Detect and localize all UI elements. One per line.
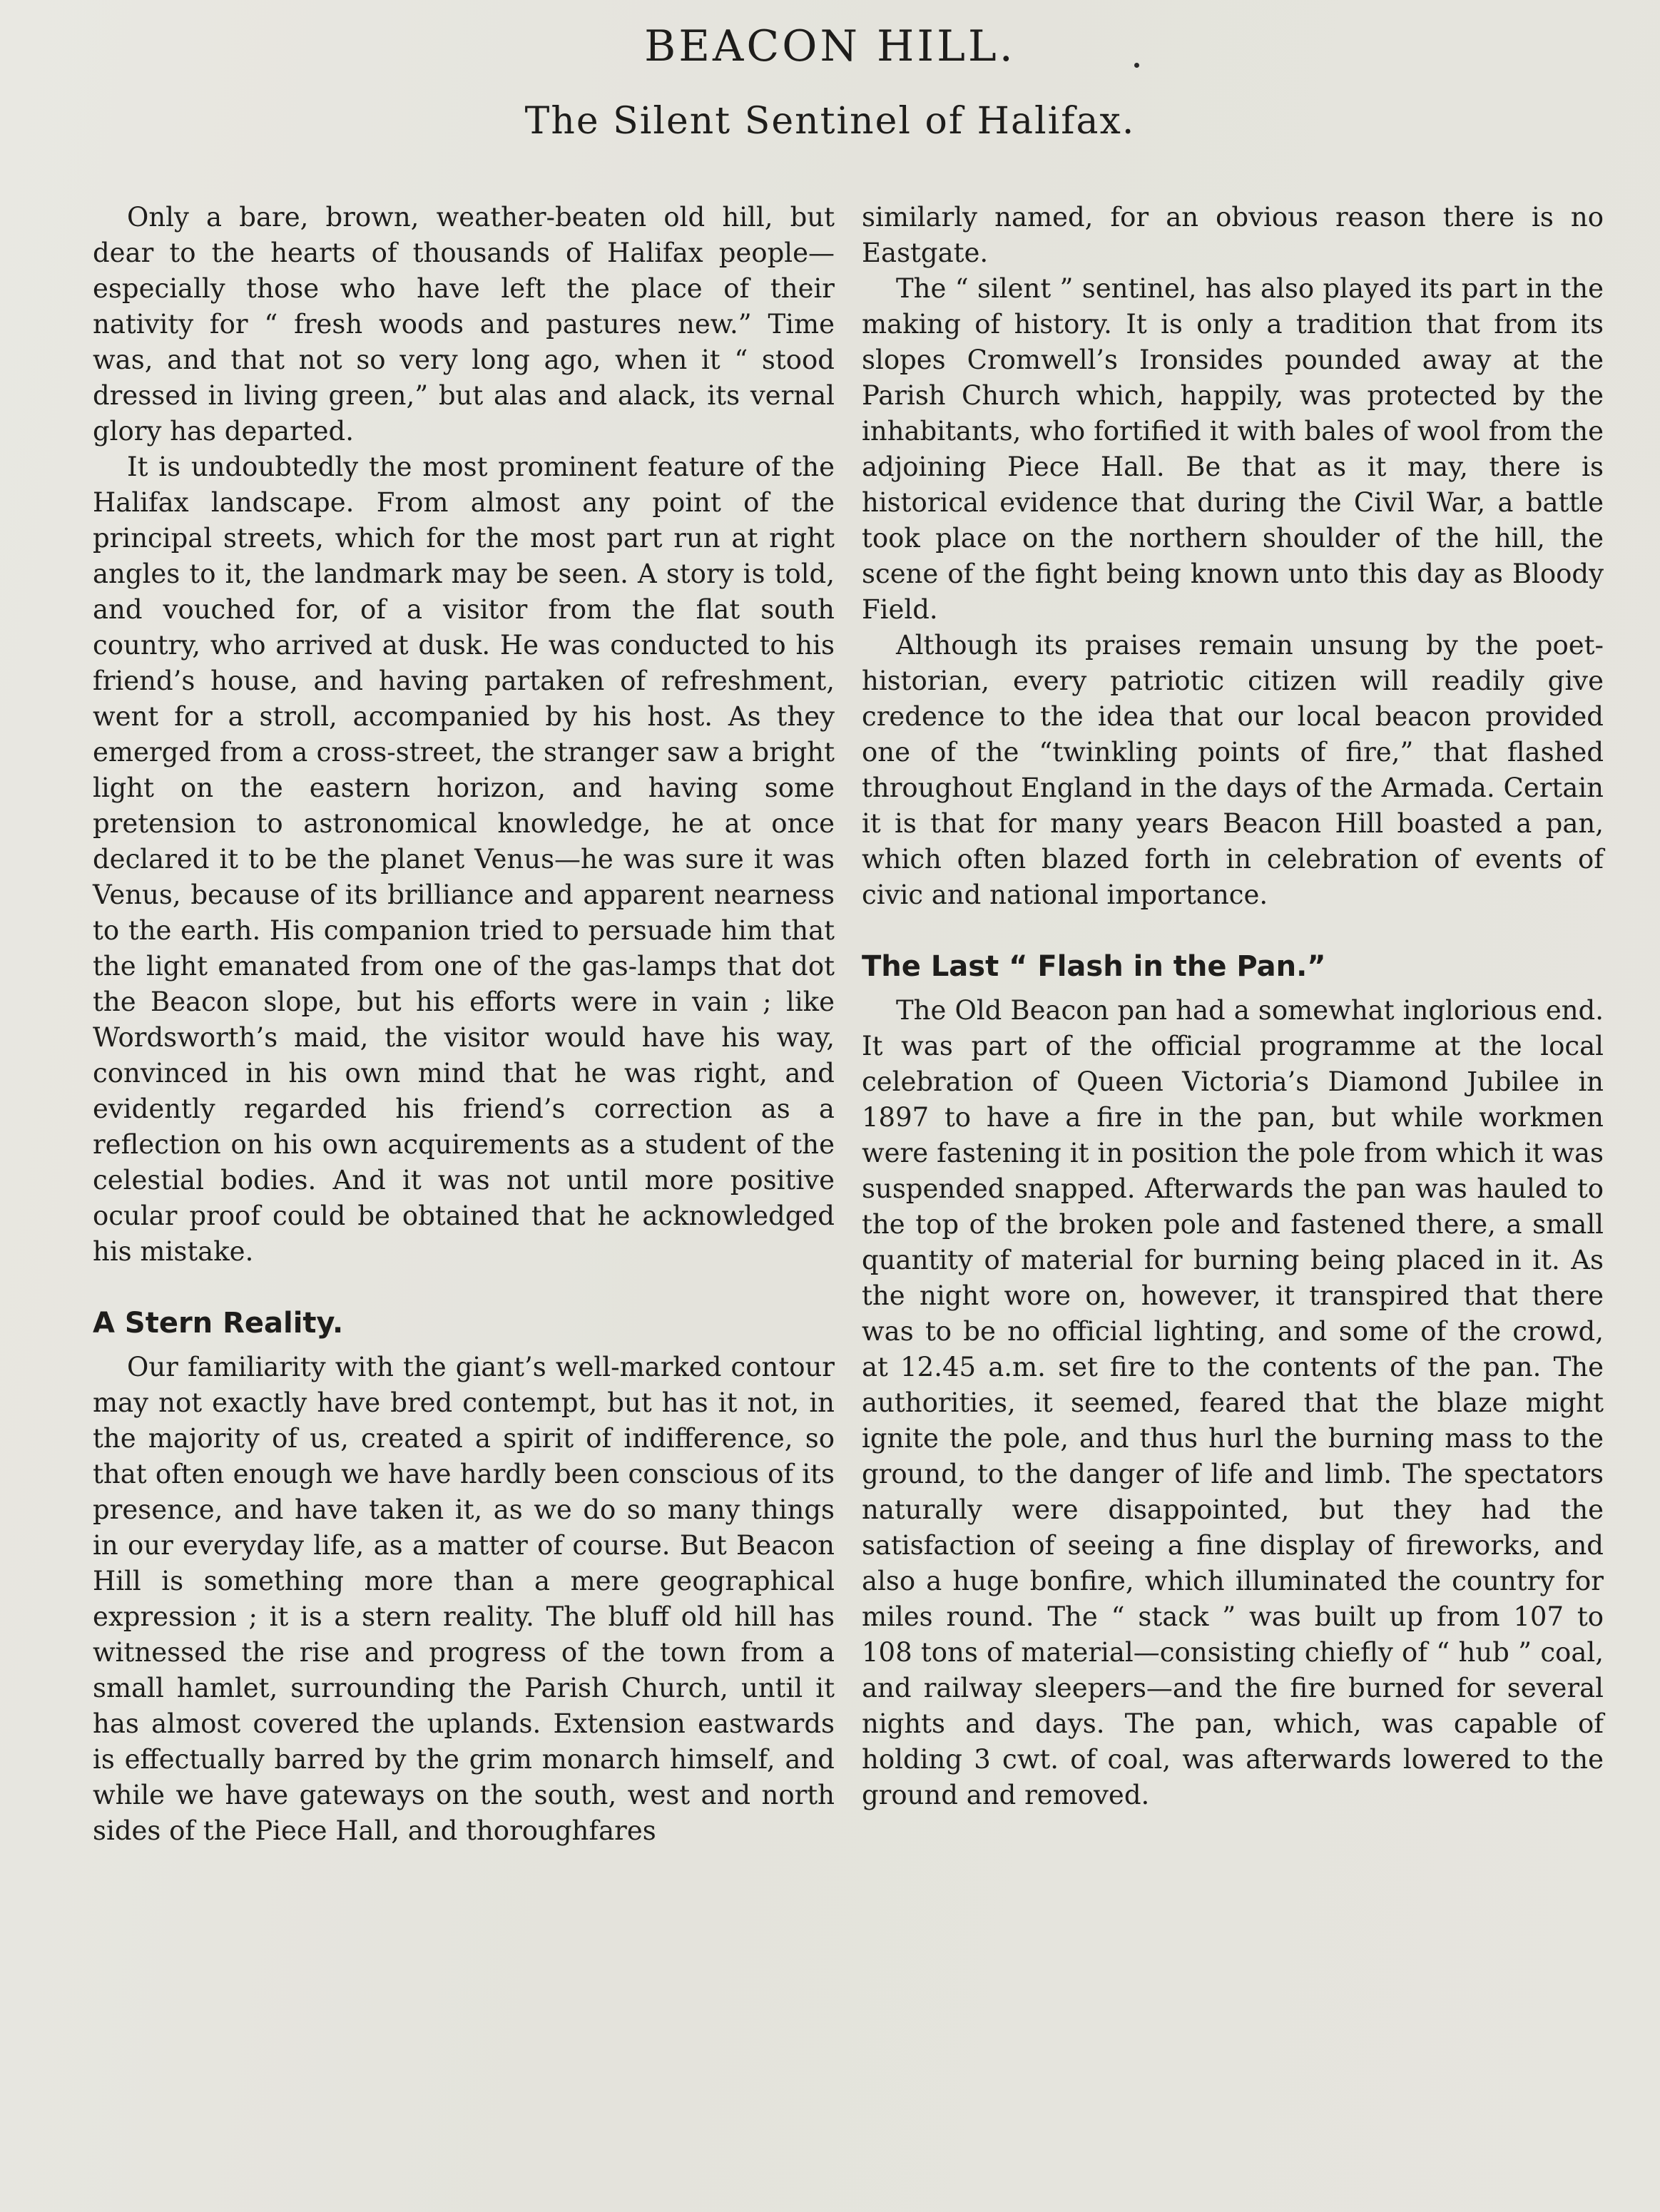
left-column: [93, 200, 835, 1849]
section-heading: The Last “ Flash in the Pan.”: [862, 950, 1326, 983]
paragraph: Although its praises remain unsung by the poet-historian, every patriotic citizen will readily give credence to the idea that our local beacon provided one of the “twinkling points of fire,” that flashed throughout England in the days of the Armada. Certain it is that for many years Beacon Hill boasted a pan, which often blazed forth in celebration of events of civic and national importance.: [862, 630, 1604, 910]
right-column: [862, 200, 1604, 1813]
page-subtitle: The Silent Sentinel of Halifax.: [524, 100, 1136, 143]
paragraph: Our familiarity with the giant’s well-marked contour may not exactly have bred contempt, but has it not, in the majority of us, created a spirit of indifference, so that often enough we have hardly been conscious of its presence, and have taken it, as we do so many things in our everyday life, as a matter of course. But Beacon Hill is something more than a mere geographical expression ; it is a stern reality. The bluff old hill has witnessed the rise and progress of the town from a small hamlet, surrounding the Parish Church, until it has almost covered the uplands. Extension eastwards is effectually barred by the grim monarch himself, and while we have gateways on the south, west and north sides of the Piece Hall, and thoroughfares: [93, 1352, 835, 1846]
paragraph: The “ silent ” sentinel, has also played its part in the making of history. It is only a tradition that from its slopes Cromwell’s Ironsides pounded away at the Parish Church which, happily, was protected by the inhabitants, who fortified it with bales of wool from the adjoining Piece Hall. Be that as it may, there is historical evidence that during the Civil War, a battle took place on the northern shoulder of the hill, the scene of the fight being known unto this day as Bloody Field.: [862, 273, 1604, 625]
paragraph: Only a bare, brown, weather-beaten old hill, but dear to the hearts of thousands of Halifax people—especially those who have left the place of their nativity for “ fresh woods and pastures new.” Time was, and that not so very long ago, when it “ stood dressed in living green,” but alas and alack, its vernal glory has departed.: [93, 202, 835, 447]
paragraph: It is undoubtedly the most prominent feature of the Halifax landscape. From almost any point of the principal streets, which for the most part run at right angles to it, the landmark may be seen. A story is told, and vouched for, of a visitor from the flat south country, who arrived at dusk. He was conducted to his friend’s house, and having partaken of refreshment, went for a stroll, accompanied by his host. As they emerged from a cross-street, the stranger saw a bright light on the eastern horizon, and having some pretension to astronomical knowledge, he at once declared it to be the planet Venus—he was sure it was Venus, because of its brilliance and apparent nearness to the earth. His companion tried to persuade him that the light emanated from one of the gas-lamps that dot the Beacon slope, but his efforts were in vain ; like Wordsworth’s maid, the visitor would have his way, convinced in his own mind that he was right, and evidently regarded his friend’s correction as a reflection on his own acquirements as a student of the celestial bodies. And it was not until more positive ocular proof could be obtained that he acknowledged his mistake.: [93, 452, 835, 1267]
paragraph: The Old Beacon pan had a somewhat inglorious end. It was part of the official programme at the local celebration of Queen Victoria’s Diamond Jubilee in 1897 to have a fire in the pan, but while workmen were fastening it in position the pole from which it was suspended snapped. Afterwards the pan was hauled to the top of the broken pole and fastened there, a small quantity of material for burning being placed in it. As the night wore on, however, it transpired that there was to be no official lighting, and some of the crowd, at 12.45 a.m. set fire to the contents of the pan. The authorities, it seemed, feared that the blaze might ignite the pole, and thus hurl the burning mass to the ground, to the danger of life and limb. The spectators naturally were disappointed, but they had the satisfaction of seeing a fine display of fireworks, and also a huge bonfire, which illuminated the country for miles round. The “ stack ” was built up from 107 to 108 tons of material—consisting chiefly of “ hub ” coal, and railway sleepers—and the fire burned for several nights and days. The pan, which, was capable of holding 3 cwt. of coal, was afterwards lowered to the ground and removed.: [862, 995, 1604, 1810]
page-title: BEACON HILL.: [644, 21, 1016, 71]
section-heading: A Stern Reality.: [93, 1307, 344, 1340]
paragraph: similarly named, for an obvious reason there is no Eastgate.: [862, 202, 1604, 268]
